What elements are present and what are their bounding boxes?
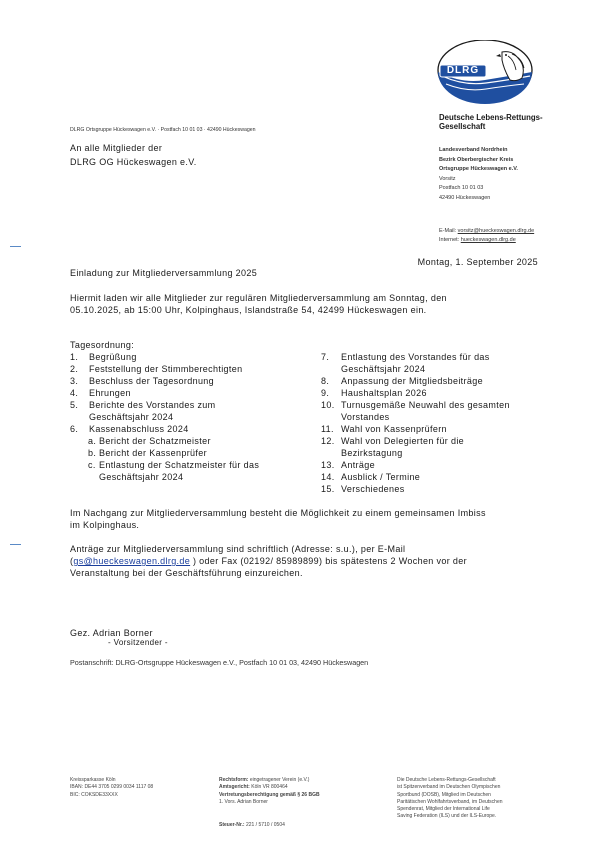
agenda-text: Anpassung der Mitgliedsbeiträge [341, 376, 483, 386]
motions-line1: Anträge zur Mitgliederversammlung sind schriftlich (Adresse: s.u.), per E-Mail [70, 544, 406, 554]
agenda-number: 11. [321, 424, 334, 434]
intro-line2: 05.10.2025, ab 15:00 Uhr, Kolpinghaus, Islandstraße 54, 42499 Hückeswagen ein. [70, 305, 427, 315]
agenda-text: Geschäftsjahr 2024 [341, 364, 426, 374]
agenda-number: 10. [321, 400, 335, 410]
agenda-text: Bezirkstagung [341, 448, 403, 458]
agenda-number: 2. [70, 364, 79, 374]
agenda-number: 6. [70, 424, 79, 434]
legal-row: 1. Vors. Adrian Borner [219, 798, 268, 805]
footer-tax: Steuer-Nr.: 221 / 5710 / 0504 [219, 822, 285, 828]
agenda-text: Verschiedenes [341, 484, 405, 494]
logo-text: DLRG [446, 65, 480, 76]
sidebar-line: 42490 Hückeswagen [439, 194, 491, 201]
agenda-number: 12. [321, 436, 335, 446]
agenda-number: a. [88, 436, 97, 446]
org-name-line2: Gesellschaft [439, 122, 486, 131]
intro-line1: Hiermit laden wir alle Mitglieder zur regulären Mitgliederversammlung am Sonntag, den [70, 293, 447, 303]
sidebar-internet-link[interactable]: hueckeswagen.dlrg.de [460, 237, 516, 244]
agenda-number: 13. [321, 460, 335, 470]
agenda-number: 9. [321, 388, 330, 398]
sidebar-email-link[interactable]: vorsitz@hueckeswagen.dlrg.de [457, 228, 535, 234]
sidebar-line: Postfach 10 01 03 [439, 185, 484, 192]
agenda-text: Geschäftsjahr 2024 [99, 472, 184, 482]
footer-legal [219, 777, 320, 806]
agenda-text: Berichte des Vorstandes zum [89, 400, 216, 410]
motions-line2 [70, 555, 467, 567]
internet-label: Internet: [439, 237, 460, 244]
dlrg-eagle-emblem [432, 40, 538, 113]
sidebar-internet-row [439, 236, 534, 246]
agenda-number: b. [88, 448, 97, 458]
agenda-number: 8. [321, 376, 330, 386]
sidebar-contacts [439, 227, 534, 246]
postal-address: Postanschrift: DLRG-Ortsgruppe Hückeswagen e.V., Postfach 10 01 03, 42490 Hückeswagen [70, 658, 369, 667]
after-line2: im Kolpinghaus. [70, 520, 140, 530]
agenda-title: Tagesordnung: [70, 340, 135, 350]
sidebar [439, 146, 518, 204]
bank-bic: BIC: COKSDE33XXX [70, 791, 118, 798]
fold-mark-top [10, 246, 21, 247]
agenda-text: Turnusgemäße Neuwahl des gesamten [341, 400, 510, 410]
recipient-line1: An alle Mitglieder der [70, 143, 163, 153]
agenda-text: Feststellung der Stimmberechtigten [89, 364, 243, 374]
footer-about: Die Deutsche Lebens-Rettungs-Gesellschaft ist Spitzenverband im Deutschen Olympischen Sportbund (DOSB), Mitglied im Deutschen Paritätischen Wohlfahrtsverband, im Deutschen Spendenrat, Mitglied der International Life Saving Federation (ILS) und der ILS-Europe. [397, 777, 503, 820]
agenda-text: Haushaltsplan 2026 [341, 388, 427, 398]
bank-iban: IBAN: DE44 3705 0299 0034 1117 08 [70, 784, 154, 791]
agenda-text: Entlastung der Schatzmeister für das [99, 460, 260, 470]
bank-name: Kreissparkasse Köln [70, 777, 116, 783]
agenda-number: 4. [70, 388, 79, 398]
sender-line: DLRG Ortsgruppe Hückeswagen e.V. · Postfach 10 01 03 · 42490 Hückeswagen [70, 127, 256, 133]
agenda-text: Bericht der Schatzmeister [99, 436, 211, 446]
agenda-number: 3. [70, 376, 79, 386]
sidebar-line: Vorsitz [439, 175, 456, 182]
signature-role: - Vorsitzender - [108, 638, 168, 647]
agenda-text: Begrüßung [89, 352, 137, 362]
agenda-text: Ehrungen [89, 388, 131, 398]
agenda-text: Beschluss der Tagesordnung [89, 376, 215, 386]
after-line1: Im Nachgang zur Mitgliederversammlung besteht die Möglichkeit zu einem gemeinsamen Imbiss [70, 508, 486, 518]
sidebar-line: Landesverband Nordrhein [439, 147, 508, 153]
agenda-text: Kassenabschluss 2024 [89, 424, 189, 434]
agenda-number: 5. [70, 400, 79, 410]
open-paren: ( [70, 556, 74, 566]
fold-mark-middle [10, 544, 21, 545]
motions-email-link[interactable]: gs@hueckeswagen.dlrg.de [73, 556, 191, 566]
agenda-text: Bericht der Kassenprüfer [99, 448, 207, 458]
agenda-text: Anträge [341, 460, 375, 470]
agenda-text: Wahl von Delegierten für die [341, 436, 465, 446]
agenda-text: Wahl von Kassenprüfern [341, 424, 447, 434]
recipient-line2: DLRG OG Hückeswagen e.V. [70, 157, 197, 167]
agenda-number: 15. [321, 484, 335, 494]
sidebar-line: Bezirk Oberbergischer Kreis [439, 156, 514, 163]
signature-name: Gez. Adrian Borner [70, 628, 153, 638]
agenda-text: Entlastung des Vorstandes für das [341, 352, 490, 362]
agenda-number: c. [88, 460, 96, 470]
footer-bank [70, 777, 153, 799]
agenda-text: Vorstandes [341, 412, 390, 422]
agenda-number: 1. [70, 352, 79, 362]
motions-line3: Veranstaltung bei der Geschäftsführung einzureichen. [70, 568, 303, 578]
legal-row: Amtsgericht: Köln VR 800464 [219, 784, 288, 791]
legal-row: Vertretungsberechtigung gemäß § 26 BGB [219, 791, 320, 798]
dlrg-logo [432, 40, 538, 113]
email-label: E-Mail: [439, 228, 457, 234]
agenda-number: 14. [321, 472, 335, 482]
letter-date: Montag, 1. September 2025 [417, 257, 538, 267]
legal-row: Rechtsform: eingetragener Verein (e.V.) [219, 777, 310, 783]
sidebar-line: Ortsgruppe Hückeswagen e.V. [439, 166, 518, 173]
agenda-number: 7. [321, 352, 330, 362]
motions-line2-rest: ) oder Fax (02192/ 85989899) bis spätestens 2 Wochen vor der [192, 556, 467, 566]
letter-subject: Einladung zur Mitgliederversammlung 2025 [70, 268, 258, 278]
agenda-text: Ausblick / Termine [341, 472, 421, 482]
org-name-line1: Deutsche Lebens-Rettungs- [439, 113, 543, 122]
agenda-text: Geschäftsjahr 2024 [89, 412, 174, 422]
